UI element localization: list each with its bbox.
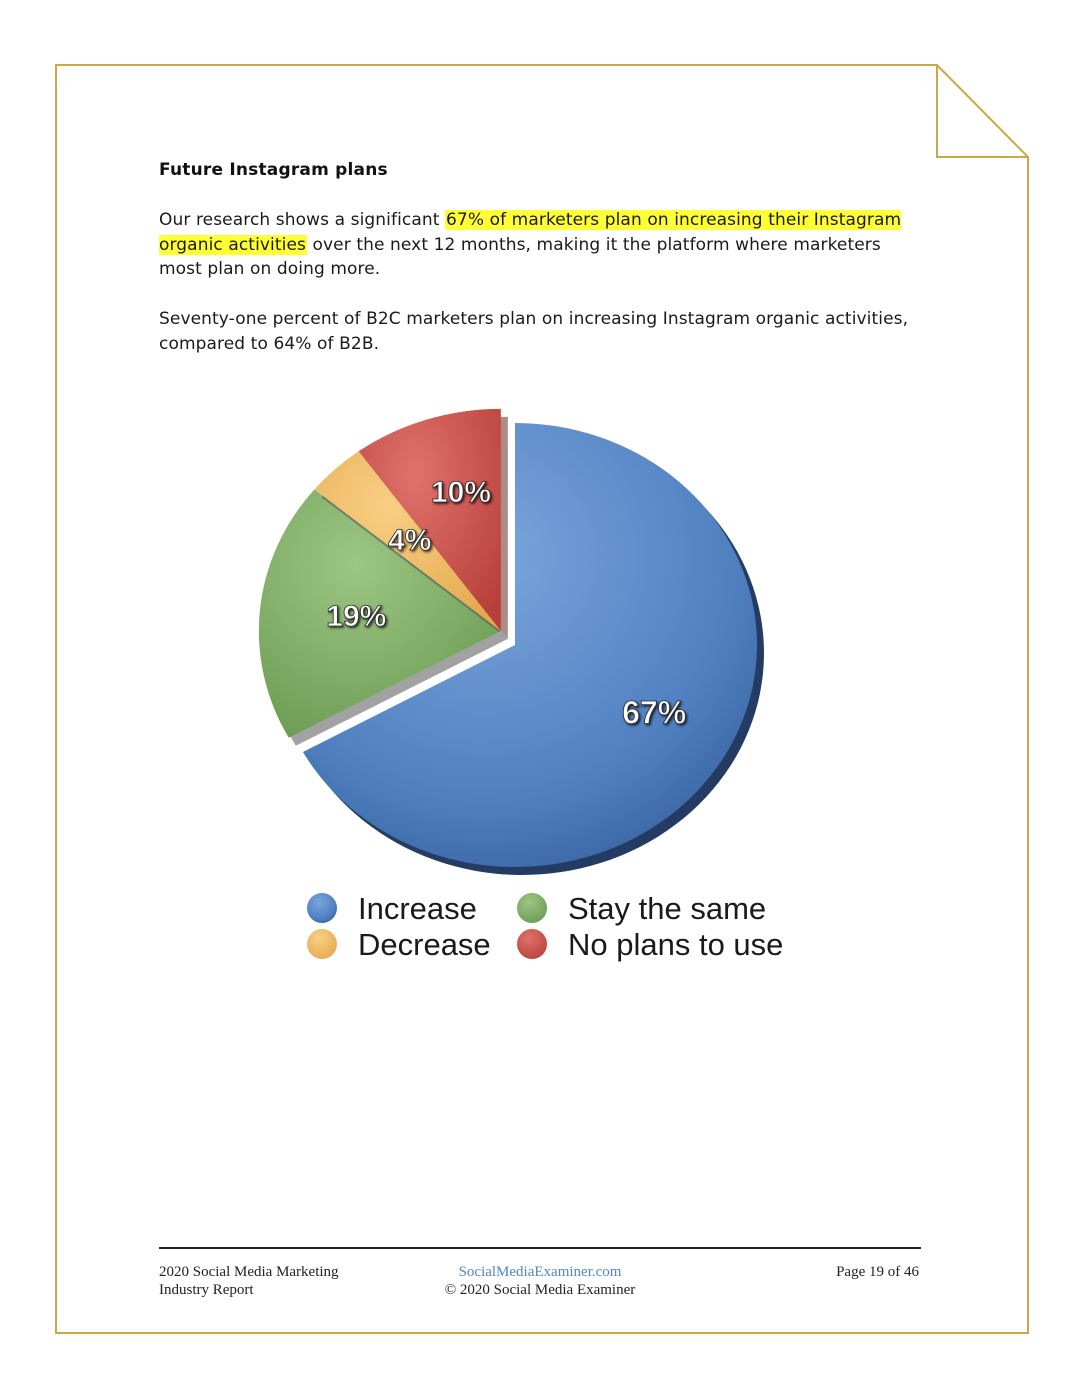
pie-label-stay-the-same: 19% (326, 600, 387, 634)
highlighted-statistic: 67% of marketers plan on increasing their Instagram organic activities (159, 210, 902, 255)
legend-swatch-decrease (307, 929, 337, 959)
paragraph-intro-after: over the next 12 months, making it the platform where marketers most plan on doing more. (159, 234, 881, 279)
legend-swatch-increase (307, 893, 337, 923)
legend-swatch-no-plans-to-use (517, 929, 547, 959)
pie-label-increase: 67% (622, 694, 687, 731)
paragraph-intro-before: Our research shows a significant (159, 210, 445, 230)
footer-report-line1: 2020 Social Media Marketing (159, 1264, 339, 1280)
footer-copyright: © 2020 Social Media Examiner (444, 1282, 636, 1298)
footer-report-line2: Industry Report (159, 1282, 254, 1298)
legend-label-no-plans-to-use: No plans to use (568, 927, 784, 962)
footer-divider (159, 1247, 921, 1249)
pie-label-decrease: 4% (388, 523, 432, 557)
paragraph-b2c-b2b: Seventy-one percent of B2C marketers plan on increasing Instagram organic activities, compared to 64% of B2B. (159, 309, 909, 354)
section-heading: Future Instagram plans (159, 160, 388, 180)
footer-page-number: Page 19 of 46 (836, 1264, 919, 1280)
pie-label-no-plans-to-use: 10% (430, 476, 492, 510)
footer-center (400, 1263, 680, 1299)
footer-report-title (159, 1263, 399, 1299)
legend-label-increase: Increase (358, 891, 477, 926)
legend-label-stay-the-same: Stay the same (568, 891, 767, 926)
footer-website-link[interactable]: SocialMediaExaminer.com (458, 1264, 622, 1280)
legend-label-decrease: Decrease (358, 927, 491, 962)
legend-swatch-stay-the-same (517, 893, 547, 923)
